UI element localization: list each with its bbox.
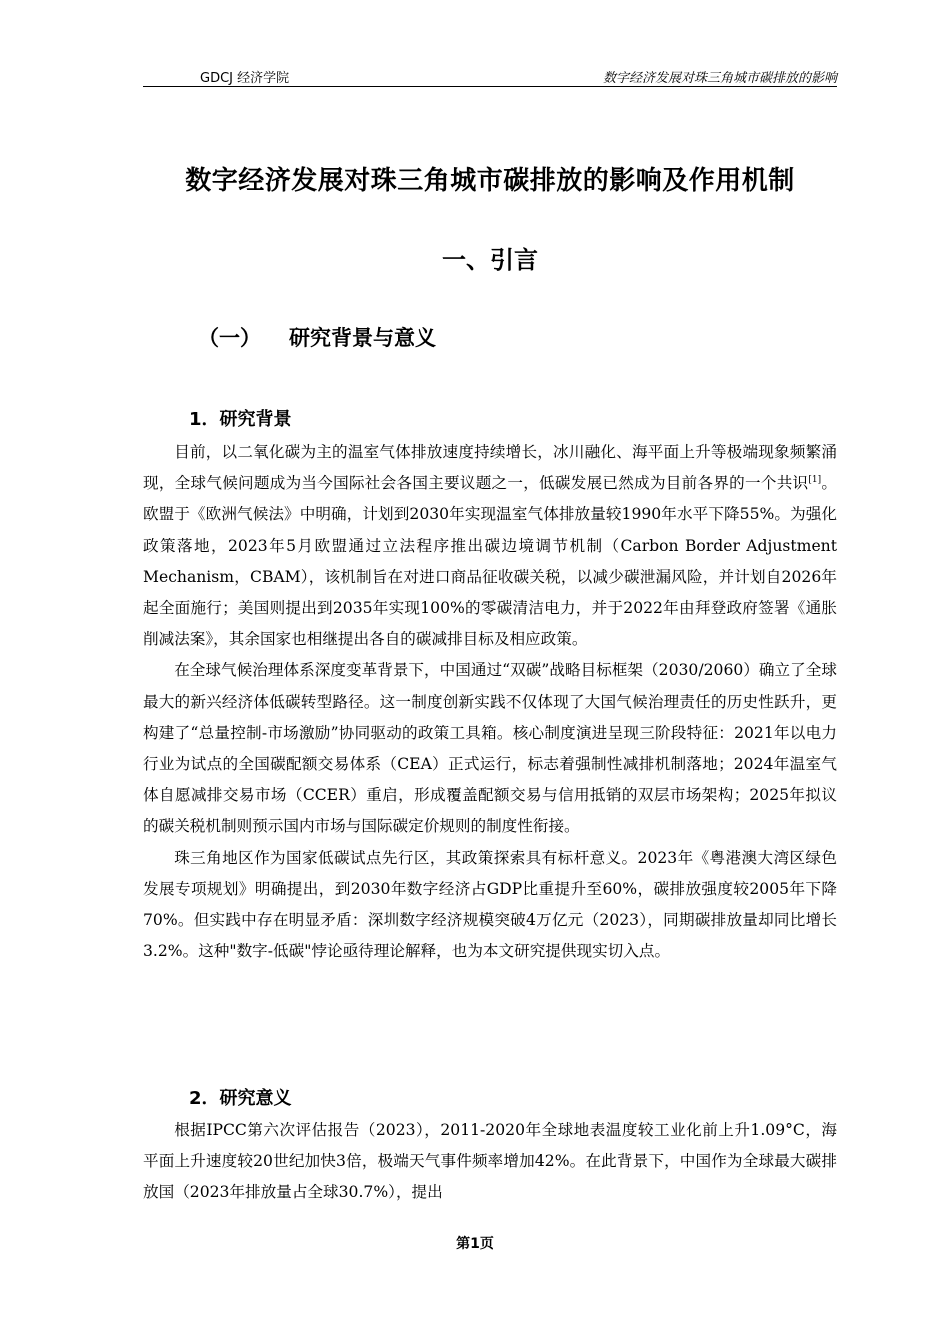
header-running-title: 数字经济发展对珠三角城市碳排放的影响 bbox=[602, 71, 837, 86]
page-number: 第1页 bbox=[456, 1236, 494, 1252]
subsection-title: 研究背景与意义 bbox=[289, 326, 436, 350]
paragraph-1 bbox=[143, 437, 837, 655]
page-header bbox=[143, 66, 837, 87]
paragraph-1-text-b: 。欧盟于《欧洲气候法》中明确，计划到2030年实现温室气体排放量较1990年水平下降55%。为强化政策落地，2023年5月欧盟通过立法程序推出碳边境调节机制（Carbon Border Adjustment Mechanism，CBAM），该机制旨在对进口商品征收碳关税，以减少碳泄漏风险，并计划自2026年起全面施行；美国则提出到2035年实现100%的零碳清洁电力，并于2022年由拜登政府签署《通胀削减法案》，其余国家也相继提出各自的碳减排目标及相应政策。 bbox=[143, 474, 837, 649]
paragraph-4: 根据IPCC第六次评估报告（2023），2011-2020年全球地表温度较工业化前上升1.09°C，海平面上升速度较20世纪加快3倍，极端天气事件频率增加42%。在此背景下，中国作为全球最大碳排放国（2023年排放量占全球30.7%），提出 bbox=[143, 1121, 837, 1202]
citation-ref-1: [1] bbox=[808, 475, 822, 486]
subsection-number: （一） bbox=[198, 326, 261, 350]
header-institution: GDCJ 经济学院 bbox=[200, 71, 290, 86]
paragraph-3: 珠三角地区作为国家低碳试点先行区，其政策探索具有标杆意义。2023年《粤港澳大湾区绿色发展专项规划》明确提出，到2030年数字经济占GDP比重提升至60%，碳排放强度较2005年下降70%。但实践中存在明显矛盾：深圳数字经济规模突破4万亿元（2023），同期碳排放量却同比增长3.2%。这种"数字-低碳"悖论亟待理论解释，也为本文研究提供现实切入点。 bbox=[143, 848, 837, 961]
paper-title: 数字经济发展对珠三角城市碳排放的影响及作用机制 bbox=[185, 166, 795, 196]
paragraph-1-text-a: 目前，以二氧化碳为主的温室气体排放速度持续增长，冰川融化、海平面上升等极端现象频繁涌现，全球气候问题成为当今国际社会各国主要议题之一，低碳发展已然成为目前各界的一个共识 bbox=[143, 443, 837, 493]
section-heading-introduction: 一、引言 bbox=[442, 246, 538, 274]
subsection-heading bbox=[198, 322, 436, 352]
heading-research-significance: 2．研究意义 bbox=[189, 1088, 292, 1109]
background-paragraphs bbox=[143, 437, 837, 967]
paragraph-2: 在全球气候治理体系深度变革背景下，中国通过“双碳”战略目标框架（2030/2060）确立了全球最大的新兴经济体低碳转型路径。这一制度创新实践不仅体现了大国气候治理责任的历史性跃升，更构建了“总量控制-市场激励”协同驱动的政策工具箱。核心制度演进呈现三阶段特征：2021年以电力行业为试点的全国碳配额交易体系（CEA）正式运行，标志着强制性减排机制落地；2024年温室气体自愿减排交易市场（CCER）重启，形成覆盖配额交易与信用抵销的双层市场架构；2025年拟议的碳关税机制则预示国内市场与国际碳定价规则的制度性衔接。 bbox=[143, 661, 837, 836]
heading-research-background: 1．研究背景 bbox=[189, 409, 292, 430]
significance-paragraphs bbox=[143, 1115, 837, 1209]
